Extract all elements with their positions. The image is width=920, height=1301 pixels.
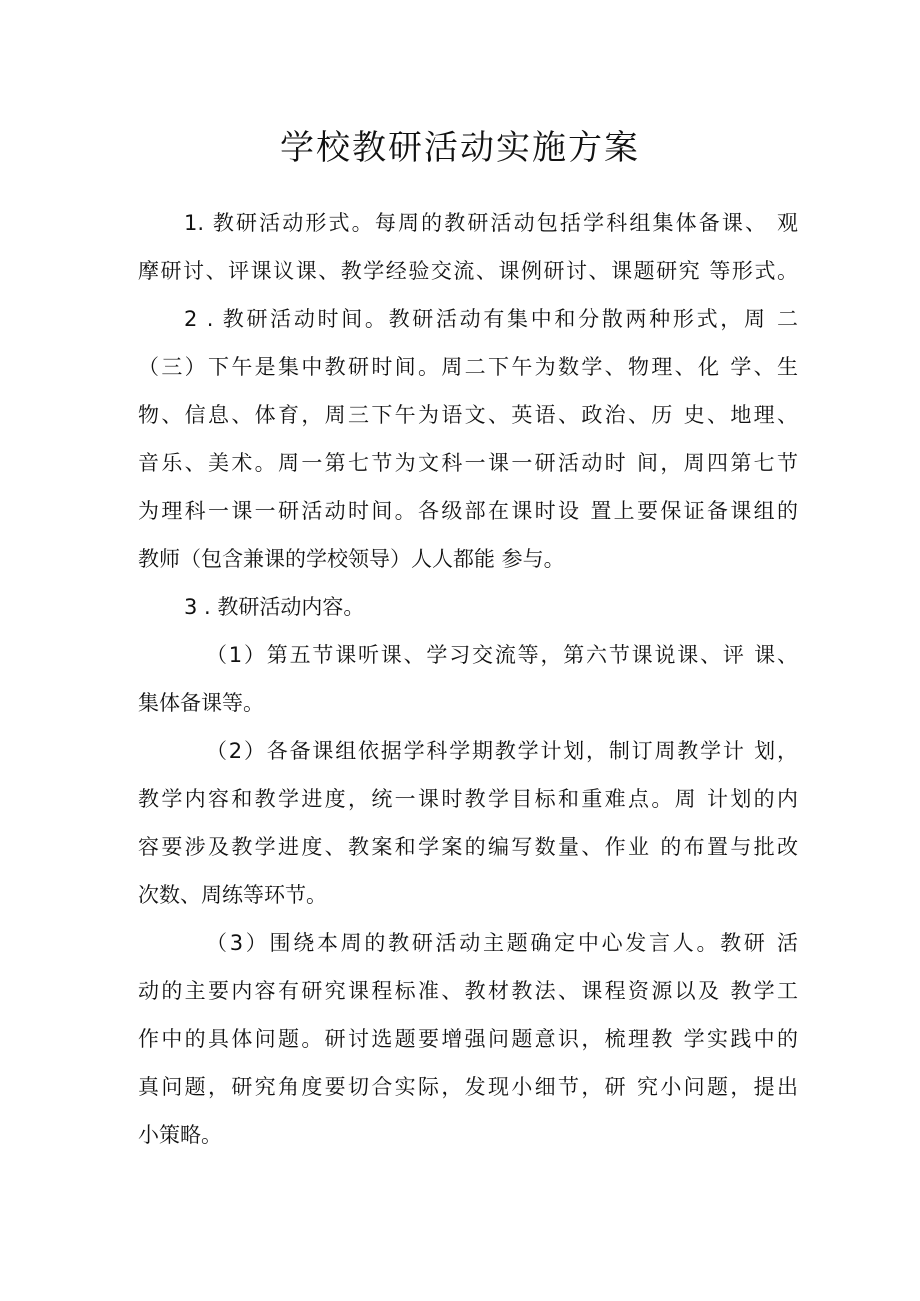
paragraph-2-line-5: 为理科一课一研活动时间。各级部在课时设 置上要保证备课组的 bbox=[138, 499, 798, 523]
paragraph-6-line-3: 作中的具体问题。研讨选题要增强问题意识，梳理教 学实践中的 bbox=[138, 1027, 798, 1051]
paragraph-2-line-1: 2 . 教研活动时间。教研活动有集中和分散两种形式，周 二 bbox=[184, 307, 798, 331]
paragraph-2-line-2: （三）下午是集中教研时间。周二下午为数学、物理、化 学、生 bbox=[138, 355, 798, 379]
document-title: 学校教研活动实施方案 bbox=[280, 128, 640, 168]
paragraph-5-line-4: 次数、周练等环节。 bbox=[138, 883, 327, 907]
paragraph-5-line-2: 教学内容和教学进度，统一课时教学目标和重难点。周 计划的内 bbox=[138, 787, 798, 811]
paragraph-6-line-4: 真问题，研究角度要切合实际，发现小细节，研 究小问题，提出 bbox=[138, 1075, 798, 1099]
paragraph-2-line-6: 教师（包含兼课的学校领导）人人都能 参与。 bbox=[138, 547, 565, 571]
paragraph-1-line-2: 摩研讨、评课议课、教学经验交流、课例研讨、课题研究 等形式。 bbox=[138, 259, 798, 283]
paragraph-1-line-1: 1. 教研活动形式。每周的教研活动包括学科组集体备课、 观 bbox=[184, 211, 798, 235]
paragraph-6-line-1: （3）围绕本周的教研活动主题确定中心发言人。教研 活 bbox=[206, 931, 798, 955]
paragraph-3-heading: 3 . 教研活动内容。 bbox=[184, 595, 365, 619]
paragraph-6-line-2: 动的主要内容有研究课程标准、教材教法、课程资源以及 教学工 bbox=[138, 979, 798, 1003]
paragraph-6-line-5: 小策略。 bbox=[138, 1123, 222, 1147]
paragraph-5-line-1: （2）各备课组依据学科学期教学计划，制订周教学计 划， bbox=[206, 739, 798, 763]
paragraph-2-line-4: 音乐、美术。周一第七节为文科一课一研活动时 间，周四第七节 bbox=[138, 451, 798, 475]
paragraph-5-line-3: 容要涉及教学进度、教案和学案的编写数量、作业 的布置与批改 bbox=[138, 835, 798, 859]
paragraph-4-line-2: 集体备课等。 bbox=[138, 691, 264, 715]
paragraph-4-line-1: （1）第五节课听课、学习交流等，第六节课说课、评 课、 bbox=[206, 643, 798, 667]
paragraph-2-line-3: 物、信息、体育，周三下午为语文、英语、政治、历 史、地理、 bbox=[138, 403, 798, 427]
